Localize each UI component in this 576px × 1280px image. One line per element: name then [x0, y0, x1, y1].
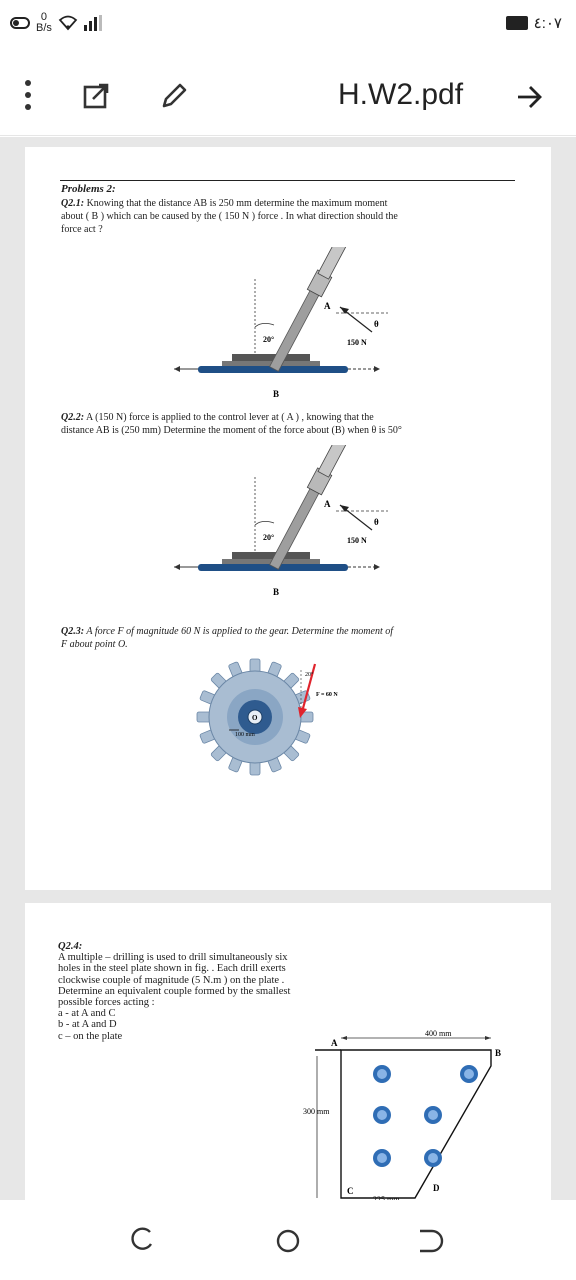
open-external-icon[interactable] [82, 82, 110, 110]
plate-point-d: D [433, 1183, 440, 1193]
q1-line3: force act ? [61, 224, 103, 235]
forward-arrow-icon[interactable] [512, 80, 548, 114]
q4-label: Q2.4: [58, 941, 83, 952]
dim-side-label: 300 mm [303, 1107, 330, 1116]
q4-line: Determine an equivalent couple formed by the smallest [58, 985, 291, 997]
q4-line: possible forces acting : [58, 997, 155, 1009]
q2-label: Q2.2: [61, 412, 85, 423]
network-speed-value: 0 [40, 11, 48, 23]
home-icon[interactable] [268, 1224, 308, 1258]
question-2-2 [61, 411, 402, 437]
q4-line: clockwise couple of magnitude (5 N.m ) on the plate . [58, 974, 285, 986]
pdf-viewer[interactable] [0, 137, 576, 1200]
pdf-toolbar [0, 56, 576, 136]
question-2-4 [58, 941, 290, 1042]
q1-label: Q2.1: [61, 198, 85, 209]
plate-point-a: A [331, 1038, 338, 1048]
q1-line2: about ( B ) which can be caused by the ( 150 N ) force . In what direction should the [61, 211, 398, 222]
lever-figure-1 [170, 247, 410, 405]
pdf-page-2 [25, 903, 551, 1200]
fig2-angle: 20° [263, 533, 275, 542]
edit-pencil-icon[interactable] [160, 82, 188, 110]
document-title: H.W2.pdf [338, 78, 464, 111]
base-block-upper [232, 552, 310, 560]
clock: ٤:٠٧ [533, 15, 562, 32]
arrow-right [374, 366, 380, 372]
back-icon[interactable] [408, 1224, 448, 1258]
status-bar [0, 0, 576, 56]
network-speed [36, 12, 52, 34]
q4-line: A multiple – drilling is used to drill simultaneously six [58, 952, 288, 964]
angle-arc [255, 323, 274, 327]
wifi-icon [58, 15, 78, 31]
fig2-point-a: A [324, 499, 331, 509]
q2-line1: A (150 N) force is applied to the control lever at ( A ) , knowing that the [86, 412, 374, 423]
gear-angle-label: 20° [305, 672, 314, 678]
fig1-angle: 20° [263, 335, 275, 344]
question-2-3 [61, 625, 393, 651]
gear-figure [195, 652, 385, 782]
signal-icon [84, 15, 102, 31]
q4-line: b - at A and D [58, 1019, 117, 1031]
q4-line: holes in the steel plate shown in fig. . Each drill exerts [58, 963, 286, 975]
plate-point-b: B [495, 1048, 502, 1058]
status-left [10, 12, 102, 34]
q3-label: Q2.3: [61, 626, 85, 637]
arrow-left [174, 366, 180, 372]
gear-force-label: F = 60 N [316, 692, 338, 698]
lever-arm [267, 445, 355, 571]
arrow-left [174, 564, 180, 570]
gear-radius-label: 100 mm [235, 732, 255, 738]
q3-line1: A force F of magnitude 60 N is applied to the gear. Determine the moment of [86, 626, 394, 637]
fig2-force: 150 N [347, 536, 367, 545]
problems-title: Problems 2: [61, 183, 116, 195]
gear-center-label: O [252, 714, 258, 722]
battery-icon [506, 16, 528, 30]
fig1-point-a: A [324, 301, 331, 311]
q1-line1: Knowing that the distance AB is 250 mm determine the maximum moment [86, 198, 388, 209]
plate-figure [275, 1028, 515, 1200]
recents-icon[interactable] [124, 1224, 164, 1258]
toggle-icon [10, 17, 30, 29]
pdf-page-1 [25, 147, 551, 890]
question-2-1 [61, 197, 398, 236]
q2-line2: distance AB is (250 mm) Determine the moment of the force about (B) when θ is 50° [61, 425, 402, 436]
plate-point-c: C [347, 1186, 354, 1196]
lever-arm [267, 247, 355, 373]
fig2-point-b: B [273, 587, 280, 597]
more-vert-icon[interactable] [22, 80, 34, 110]
fig1-force: 150 N [347, 338, 367, 347]
base-block-upper [232, 354, 310, 362]
arrow-right [374, 564, 380, 570]
q4-line: c – on the plate [58, 1030, 123, 1042]
status-right [506, 14, 562, 32]
angle-arc [255, 521, 274, 525]
q3-line2: F about point O. [61, 639, 128, 650]
header-rule [60, 180, 515, 181]
navigation-bar [0, 1200, 576, 1280]
fig2-theta: θ [374, 517, 379, 527]
dim-top-label: 400 mm [425, 1029, 452, 1038]
q4-line: a - at A and C [58, 1008, 116, 1020]
network-speed-unit: B/s [36, 22, 52, 34]
fig1-theta: θ [374, 319, 379, 329]
lever-figure-2 [170, 445, 410, 603]
fig1-point-b: B [273, 389, 280, 399]
